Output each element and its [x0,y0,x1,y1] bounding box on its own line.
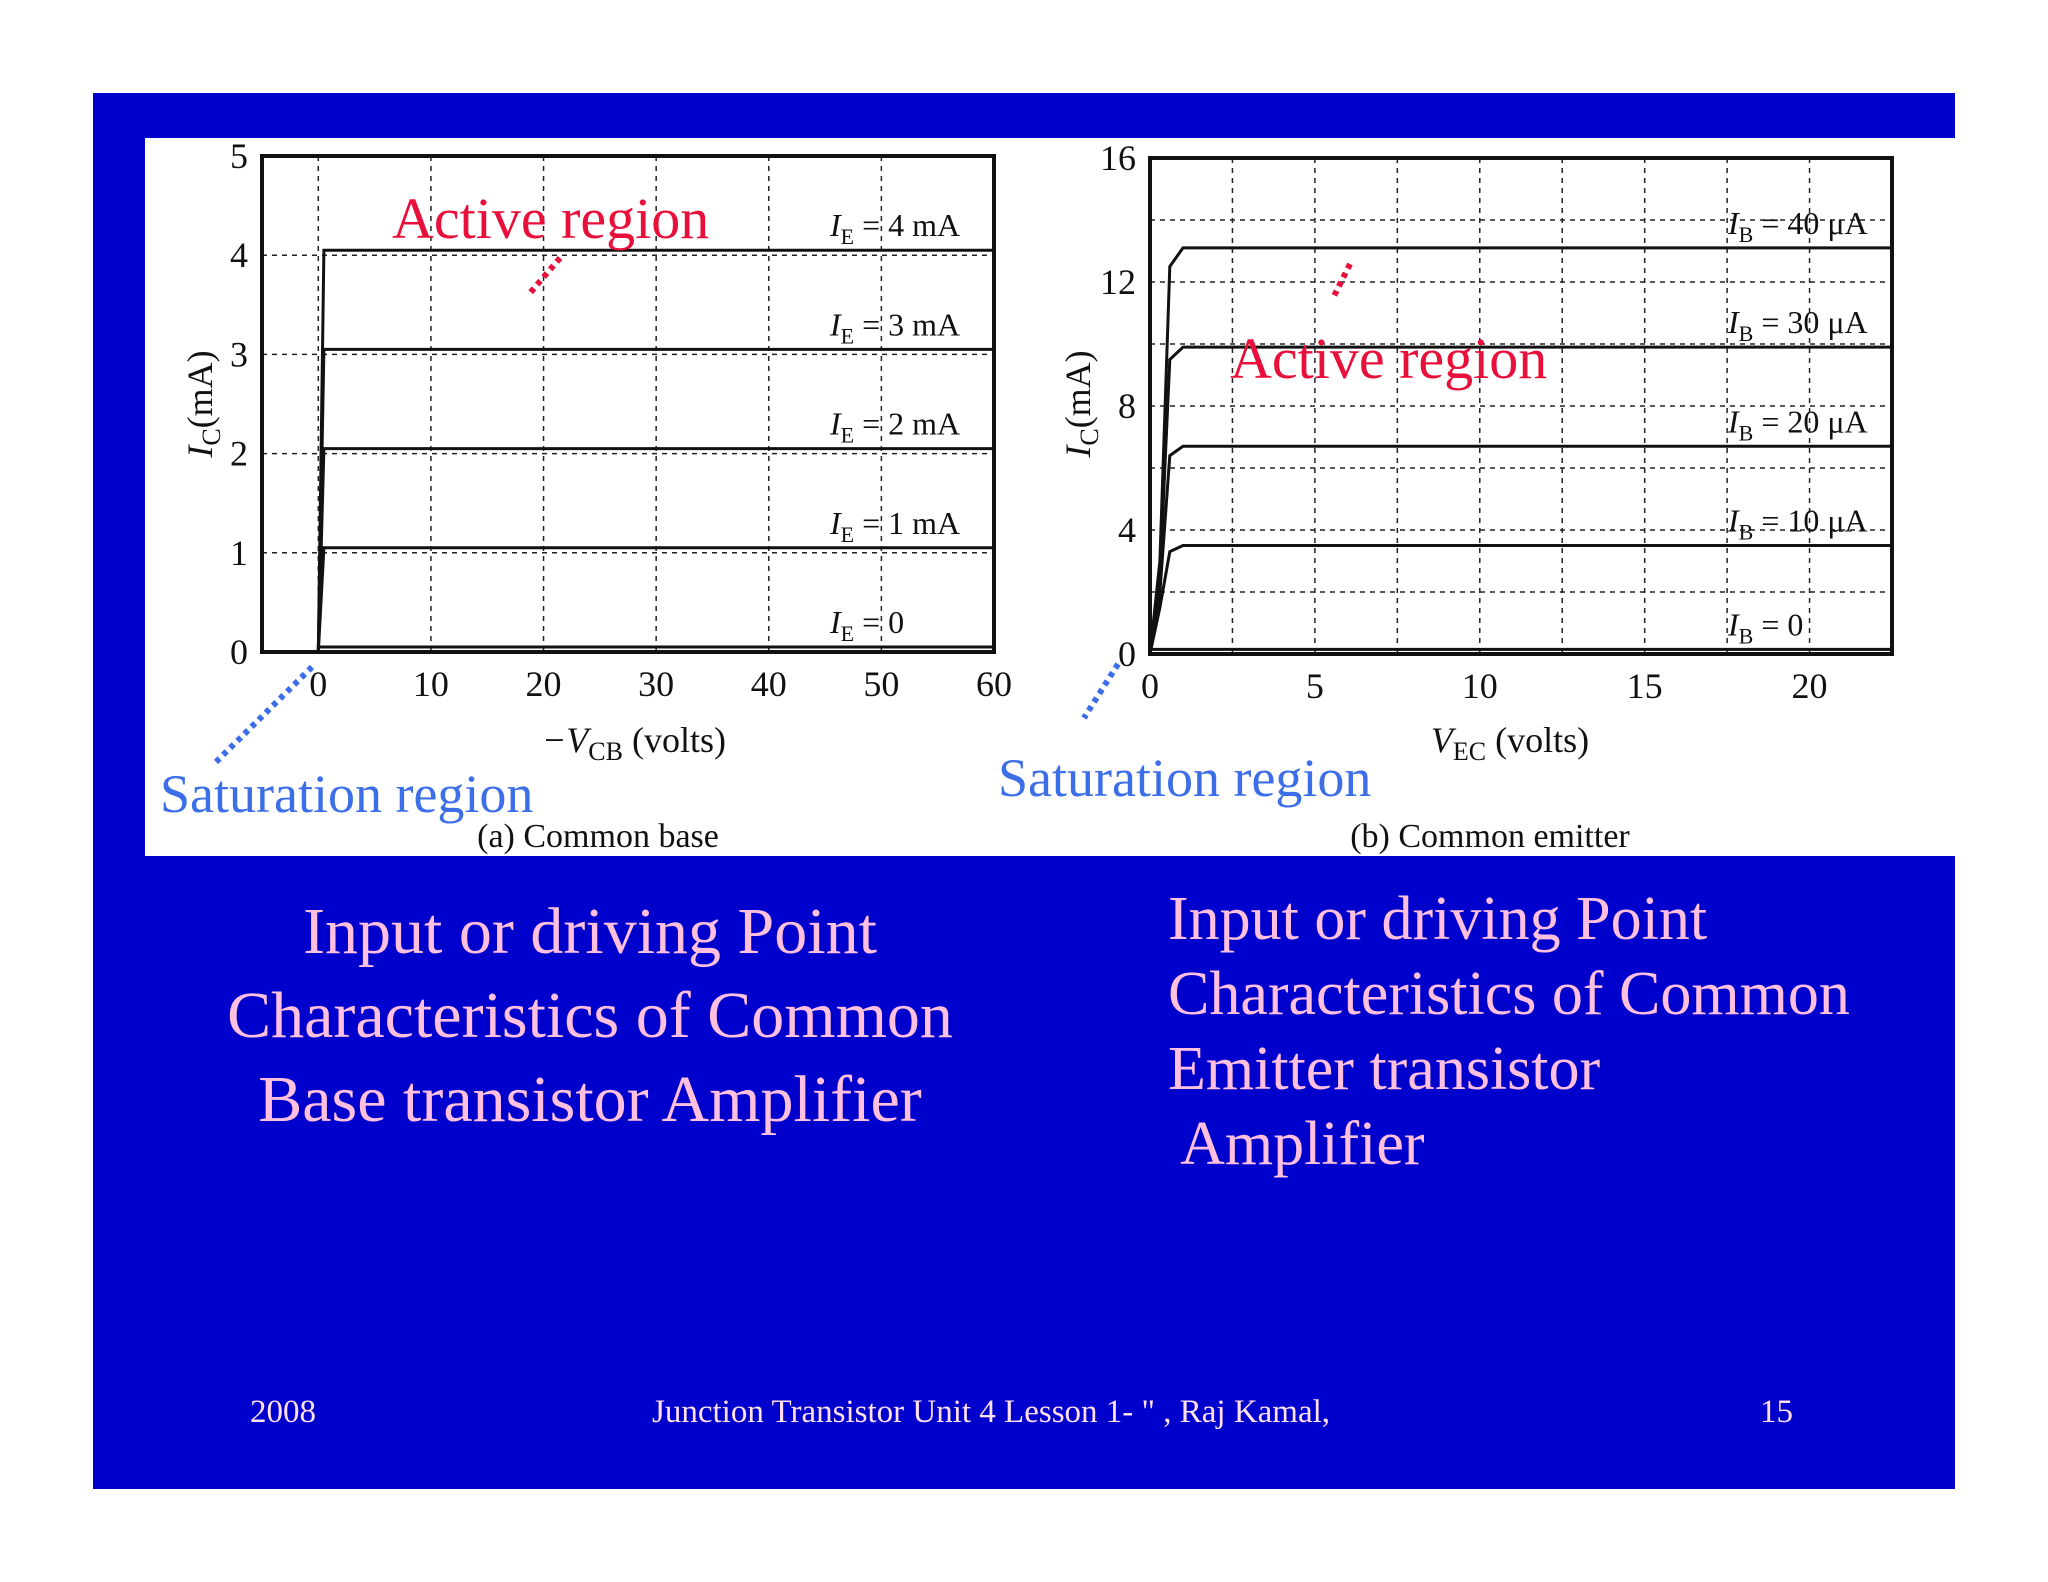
y-tick-label: 8 [1118,386,1136,426]
active-region-annotation: Active region [1230,326,1548,391]
y-tick-label: 3 [230,334,248,375]
caption-left-line: Input or driving Point [303,895,877,968]
caption-left-line: Base transistor Amplifier [258,1063,922,1136]
x-tick-label: 10 [1461,666,1498,706]
y-tick-label: 4 [1118,510,1136,550]
series-label: $I_B = 20$ μA [1728,403,1868,446]
y-tick-label: 4 [230,235,248,276]
x-tick-label: 40 [750,664,787,704]
y-tick-label: 0 [230,632,248,672]
common-base-chart [160,136,1012,855]
saturation-region-pointer [1084,664,1118,718]
series-label: $I_E = 3$ mA [830,306,961,349]
caption-common-emitter [1168,882,1888,1182]
x-tick-label: 20 [525,664,562,704]
x-tick-label: 15 [1626,666,1663,706]
saturation-region-pointer [216,667,312,762]
x-tick-label: 60 [976,664,1012,704]
x-tick-label: 20 [1791,666,1828,706]
saturation-region-annotation: Saturation region [160,764,534,824]
x-tick-label: 0 [309,664,328,704]
caption-right-line: Input or driving Point [1168,885,1708,953]
x-tick-label: 0 [1141,666,1159,706]
series-label: $I_B = 0$ [1728,606,1804,649]
y-tick-label: 16 [1100,138,1136,178]
series-label: $I_E = 1$ mA [830,504,961,547]
y-tick-label: 0 [1118,634,1136,674]
x-axis-label: $V_{EC}$ (volts) [1430,720,1590,766]
y-axis-label: $I_C(mA)$ [180,350,226,458]
caption-left-line: Characteristics of Common [227,979,953,1052]
chart-caption: (b) Common emitter [1350,818,1630,855]
y-tick-label: 1 [230,532,248,573]
series-label: $I_B = 40$ μA [1728,204,1868,247]
x-tick-label: 30 [638,664,675,704]
active-region-annotation: Active region [392,186,710,251]
footer-title: Junction Transistor Unit 4 Lesson 1- " , Raj Kamal, [652,1394,1331,1430]
x-tick-label: 50 [863,664,900,704]
x-tick-label: 10 [412,664,449,704]
caption-right-line: Amplifier [1168,1110,1425,1178]
active-region-pointer [530,258,560,293]
footer-year: 2008 [250,1394,316,1430]
footer-page-number: 15 [1760,1394,1793,1430]
active-region-pointer [1334,264,1350,296]
x-axis-label: $-V_{CB}$ (volts) [542,720,726,766]
series-label: $I_B = 10$ μA [1728,502,1868,545]
series-label: $I_E = 4$ mA [830,207,961,250]
x-tick-label: 5 [1305,666,1324,706]
series-label: $I_E = 0$ [830,604,905,647]
y-tick-label: 12 [1100,262,1136,302]
caption-common-base [150,890,1030,1142]
series-label: $I_E = 2$ mA [830,405,961,448]
saturation-region-annotation: Saturation region [998,748,1372,808]
chart-caption: (a) Common base [477,818,719,855]
y-tick-label: 2 [230,433,248,474]
caption-right-line: Emitter transistor [1168,1035,1601,1103]
common-emitter-chart [998,138,1892,855]
y-tick-label: 5 [230,136,248,176]
series-label: $I_B = 30$ μA [1728,304,1868,347]
caption-right-line: Characteristics of Common [1168,960,1850,1028]
y-axis-label: $I_C(mA)$ [1058,350,1104,458]
